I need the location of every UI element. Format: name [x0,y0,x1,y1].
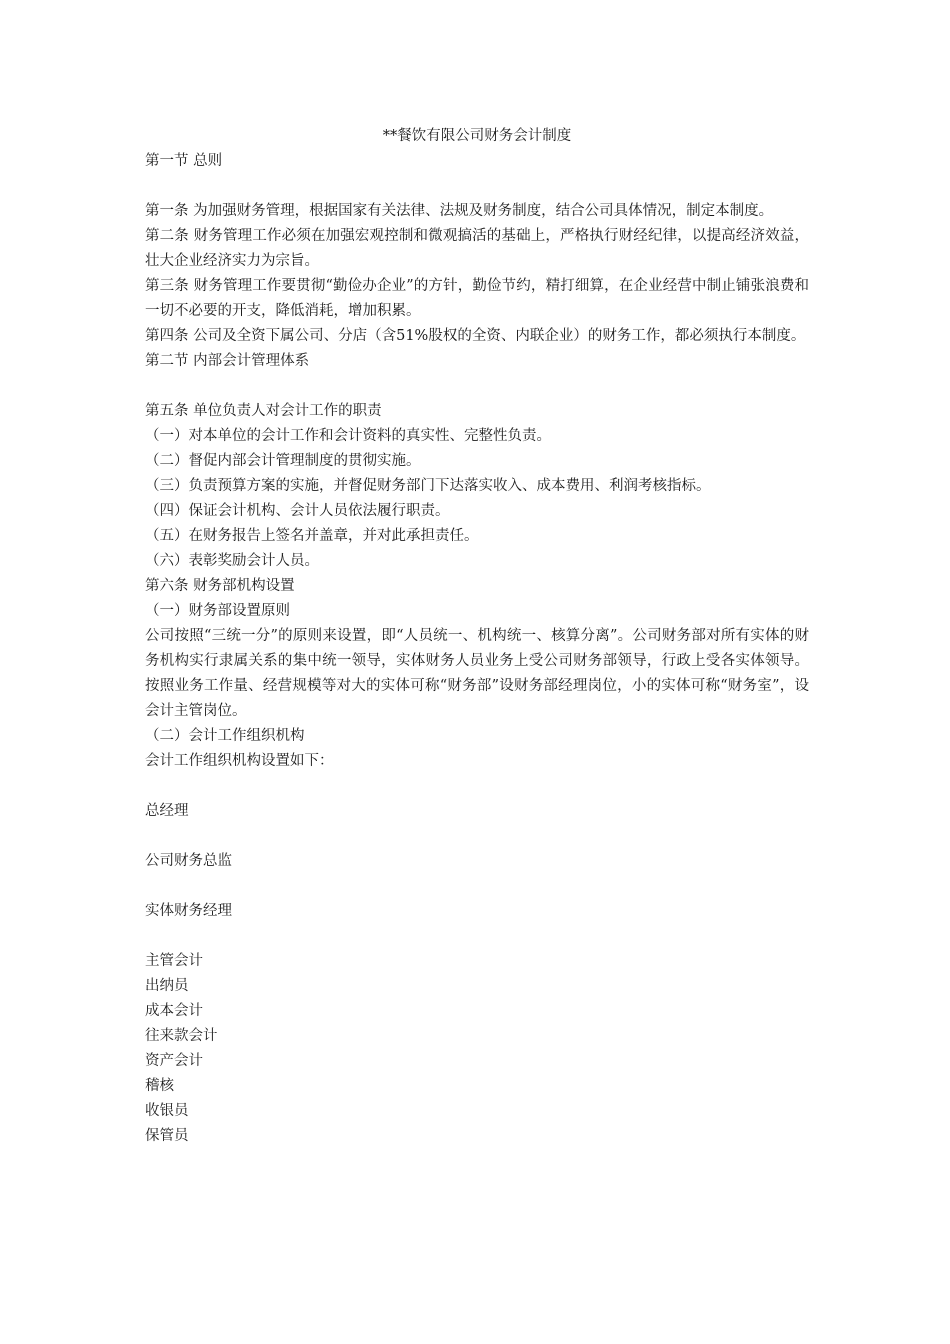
article-paragraph: 公司按照“三统一分”的原则来设置，即“人员统一、机构统一、核算分离”。公司财务部对所有实体的财务机构实行隶属关系的集中统一领导，实体财务人员业务上受公司财务部领导，行政上受各实体领导。按照业务工作量、经营规模等对大的实体可称“财务部”设财务部经理岗位，小的实体可称“财务室”，设会计主管岗位。 [145,628,809,719]
list-item: （六）表彰奖励会计人员。 [145,553,319,569]
article-heading: 第五条 单位负责人对会计工作的职责 [145,403,382,419]
org-staff-role: 出纳员 [145,978,189,994]
org-staff-role: 成本会计 [145,1003,203,1019]
org-staff-role: 资产会计 [145,1053,203,1069]
blank-line [145,774,809,799]
org-staff-role: 收银员 [145,1103,189,1119]
org-chart-level: 总经理 [145,803,189,819]
section-heading: 第二节 内部会计管理体系 [145,353,310,369]
list-item: （一）对本单位的会计工作和会计资料的真实性、完整性负责。 [145,428,551,444]
list-item: （五）在财务报告上签名并盖章，并对此承担责任。 [145,528,479,544]
blank-line [145,874,809,899]
org-staff-role: 主管会计 [145,953,203,969]
org-staff-role: 稽核 [145,1078,174,1094]
org-chart-level: 实体财务经理 [145,903,232,919]
sub-heading: （二）会计工作组织机构 [145,728,305,744]
document-title: **餐饮有限公司财务会计制度 [382,128,572,144]
list-item: （二）督促内部会计管理制度的贯彻实施。 [145,453,421,469]
blank-line [145,824,809,849]
article-paragraph: 第三条 财务管理工作要贯彻“勤俭办企业”的方针，勤俭节约，精打细算，在企业经营中制止铺张浪费和一切不必要的开支，降低消耗，增加积累。 [145,278,809,319]
org-intro: 会计工作组织机构设置如下： [145,753,334,769]
sub-heading: （一）财务部设置原则 [145,603,290,619]
list-item: （四）保证会计机构、会计人员依法履行职责。 [145,503,450,519]
article-paragraph: 第一条 为加强财务管理，根据国家有关法律、法规及财务制度，结合公司具体情况，制定本制度。 [145,203,774,219]
org-chart-level: 公司财务总监 [145,853,232,869]
article-paragraph: 第二条 财务管理工作必须在加强宏观控制和微观搞活的基础上，严格执行财经纪律，以提高经济效益，壮大企业经济实力为宗旨。 [145,228,809,269]
blank-line [145,374,809,399]
section-heading: 第一节 总则 [145,153,223,169]
blank-line [145,924,809,949]
list-item: （三）负责预算方案的实施，并督促财务部门下达落实收入、成本费用、利润考核指标。 [145,478,711,494]
document-page [145,124,809,1149]
article-paragraph: 第四条 公司及全资下属公司、分店（含51%股权的全资、内联企业）的财务工作，都必须执行本制度。 [145,328,806,344]
org-staff-role: 往来款会计 [145,1028,218,1044]
blank-line [145,174,809,199]
article-heading: 第六条 财务部机构设置 [145,578,295,594]
org-staff-role: 保管员 [145,1128,189,1144]
